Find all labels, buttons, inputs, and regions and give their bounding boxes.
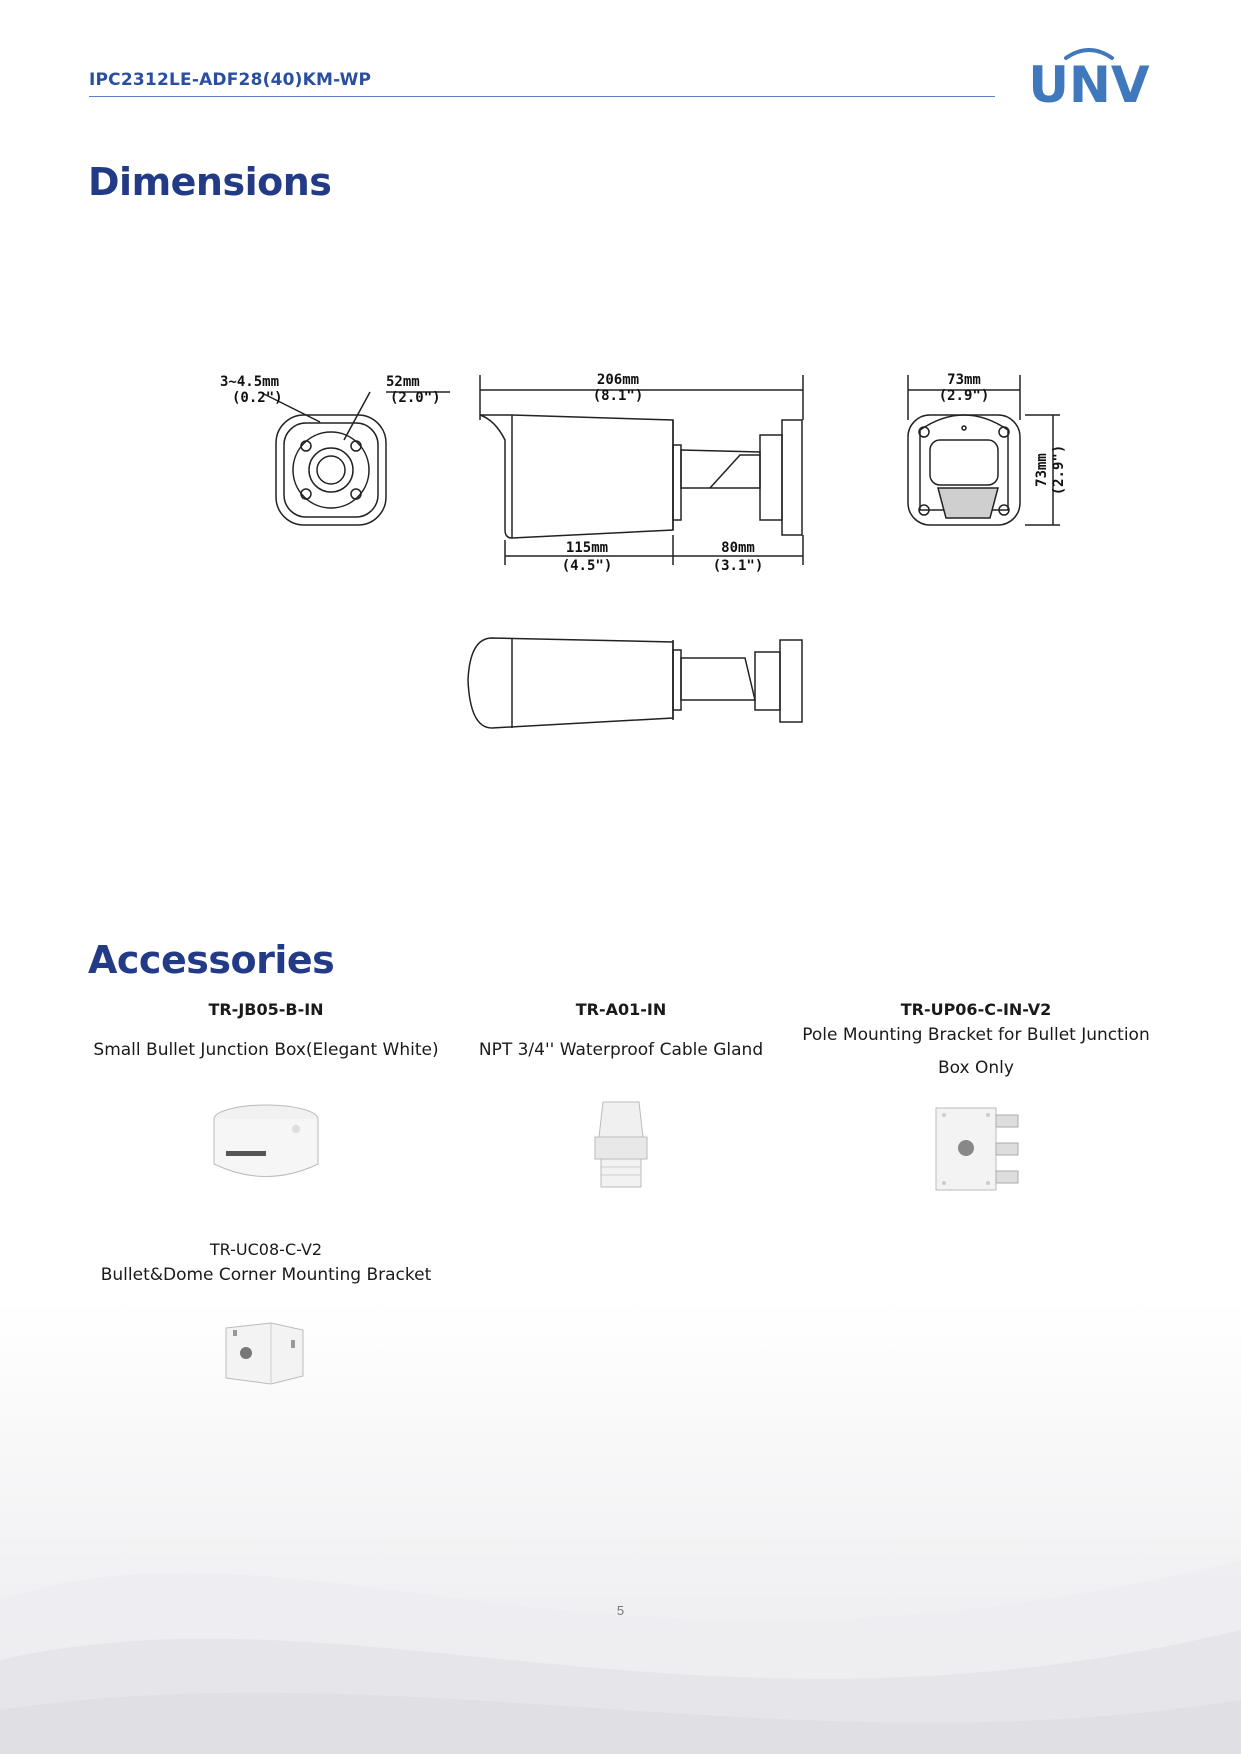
cable-gland-icon xyxy=(581,1097,661,1197)
dim-total-length-in: (8.1") xyxy=(592,388,644,404)
dim-mount-length-in: (3.1") xyxy=(712,558,764,574)
page-number: 5 xyxy=(616,1603,625,1618)
accessory-code: TR-JB05-B-IN xyxy=(208,1000,324,1019)
accessory-desc: Bullet&Dome Corner Mounting Bracket xyxy=(100,1265,432,1285)
junction-box-icon xyxy=(206,1099,326,1189)
accessory-item xyxy=(796,1000,1156,1202)
dim-front-width-mm: 52mm xyxy=(386,374,420,390)
accessory-code: TR-A01-IN xyxy=(575,1000,667,1019)
dim-face-height-mm: 73mm xyxy=(1034,453,1050,487)
header-divider xyxy=(89,96,995,97)
dim-mount-length-mm: 80mm xyxy=(721,540,755,556)
dim-front-width-in: (2.0") xyxy=(390,390,441,406)
dim-body-length-in: (4.5") xyxy=(561,558,613,574)
side-view-bottom-drawing xyxy=(468,638,802,728)
dim-body-length-mm: 115mm xyxy=(565,540,609,556)
dim-face-width-in: (2.9") xyxy=(938,388,990,404)
dim-face-height-in: (2.9") xyxy=(1051,444,1067,496)
accessory-item xyxy=(441,1000,801,1201)
accessory-item xyxy=(86,1240,446,1392)
accessory-desc-line1: Pole Mounting Bracket for Bullet Junction xyxy=(802,1025,1150,1045)
dim-face-width-mm: 73mm xyxy=(947,372,981,388)
dim-hole-in: (0.2") xyxy=(232,390,283,406)
accessory-code: TR-UP06-C-IN-V2 xyxy=(900,1000,1052,1019)
front-view-drawing xyxy=(260,392,450,525)
dim-hole-mm: 3~4.5mm xyxy=(220,374,280,390)
uniview-logo xyxy=(1028,40,1150,114)
accessory-desc: NPT 3/4'' Waterproof Cable Gland xyxy=(478,1040,764,1060)
accessory-code: TR-UC08-C-V2 xyxy=(209,1240,323,1259)
logo-text: UNV xyxy=(1028,56,1150,114)
dimension-drawings xyxy=(220,360,1080,760)
accessories-title: Accessories xyxy=(88,938,335,982)
dim-total-length-mm: 206mm xyxy=(596,372,640,388)
pole-bracket-icon xyxy=(926,1103,1026,1198)
accessory-desc-line2: Box Only xyxy=(938,1058,1014,1078)
model-title: IPC2312LE-ADF28(40)KM-WP xyxy=(89,70,372,90)
dimensions-title: Dimensions xyxy=(88,160,332,204)
accessory-item xyxy=(86,1000,446,1193)
accessory-desc: Small Bullet Junction Box(Elegant White) xyxy=(93,1040,439,1060)
corner-bracket-icon xyxy=(221,1318,311,1388)
